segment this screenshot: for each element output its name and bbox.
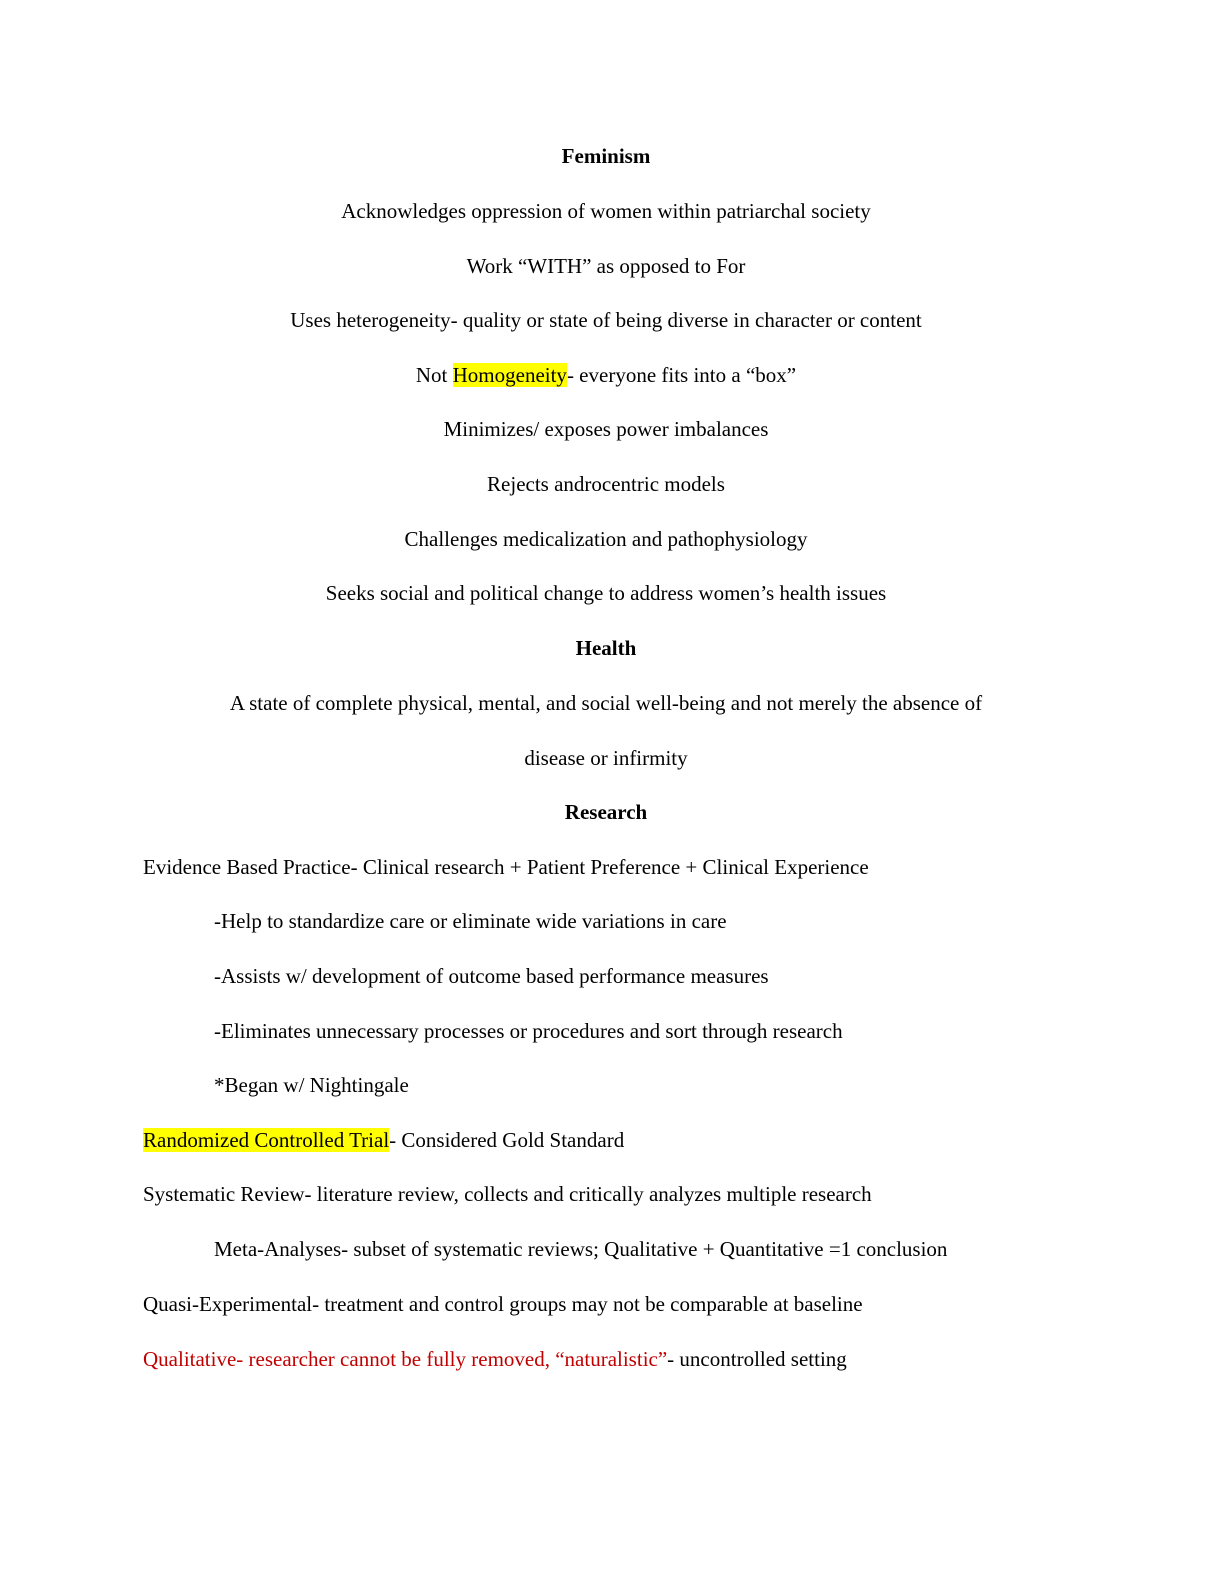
- qualitative-line: [143, 1346, 847, 1372]
- research-heading: Research: [564, 800, 648, 824]
- evidence-based-practice: Evidence Based Practice- Clinical research + Patient Preference + Clinical Experience: [143, 855, 869, 879]
- ebp-sub-4: *Began w/ Nightingale: [214, 1073, 409, 1097]
- rct-highlight: Randomized Controlled Trial: [143, 1128, 390, 1152]
- feminism-heading: Feminism: [561, 144, 651, 168]
- health-line-2: disease or infirmity: [524, 746, 688, 770]
- homogeneity-highlight: Homogeneity: [452, 363, 567, 387]
- quasi-experimental: Quasi-Experimental- treatment and control groups may not be comparable at baseline: [143, 1292, 863, 1316]
- feminism-line-4-pre: Not: [415, 363, 453, 387]
- feminism-line-4-post: - everyone fits into a “box”: [566, 363, 797, 387]
- feminism-line-6: Rejects androcentric models: [487, 472, 725, 496]
- qualitative-red-text: Qualitative- researcher cannot be fully removed, “naturalistic”: [143, 1347, 668, 1371]
- feminism-line-8: Seeks social and political change to address women’s health issues: [325, 581, 887, 605]
- rct-line: [143, 1127, 624, 1153]
- health-heading: Health: [575, 636, 637, 660]
- feminism-line-4: [0, 362, 1212, 388]
- meta-analyses: Meta-Analyses- subset of systematic reviews; Qualitative + Quantitative =1 conclusion: [214, 1237, 948, 1261]
- rct-post: - Considered Gold Standard: [389, 1128, 625, 1152]
- feminism-line-3: Uses heterogeneity- quality or state of being diverse in character or content: [290, 308, 922, 332]
- feminism-line-1: Acknowledges oppression of women within patriarchal society: [341, 199, 871, 223]
- ebp-sub-2: -Assists w/ development of outcome based performance measures: [214, 964, 769, 988]
- health-line-1: A state of complete physical, mental, and social well-being and not merely the absence of: [229, 691, 983, 715]
- ebp-sub-3: -Eliminates unnecessary processes or procedures and sort through research: [214, 1019, 843, 1043]
- qualitative-post: - uncontrolled setting: [667, 1347, 847, 1371]
- ebp-sub-1: -Help to standardize care or eliminate wide variations in care: [214, 909, 727, 933]
- feminism-line-2: Work “WITH” as opposed to For: [466, 254, 746, 278]
- systematic-review: Systematic Review- literature review, collects and critically analyzes multiple research: [143, 1182, 872, 1206]
- feminism-line-7: Challenges medicalization and pathophysiology: [404, 527, 808, 551]
- feminism-line-5: Minimizes/ exposes power imbalances: [443, 417, 769, 441]
